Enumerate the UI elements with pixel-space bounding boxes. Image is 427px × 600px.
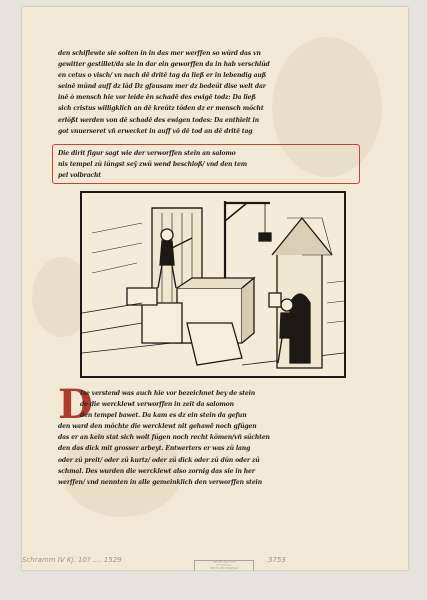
figure-caption-block (58, 148, 353, 181)
top-text-block (58, 48, 353, 137)
pencil-annotation-left: Schramm IV Kj. 10? .... 1529 (22, 556, 122, 564)
text-line: seinē münd auff dz läd Dz gfausam mer dz bedeüt dise welt dar (58, 83, 266, 91)
text-line: den ward den möchte die wercklewt nit gehawē noch gfügen (58, 423, 257, 431)
text-line: inē ò mensch hie vor leide ēn schadē des ewigē todz: Da ließ (58, 94, 256, 102)
text-line: schmal. Des wurden die wercklewt also zornig das sie in her (58, 467, 255, 475)
text-line: gewitter gestillet/da sie in dar ein geworffen da in hab verschlüd (58, 61, 270, 69)
stamp-line: THE ART INSTITUTE (212, 561, 236, 564)
text-line: den schiflewte sie solten in in das mer werffen so würd das vn (58, 50, 261, 57)
woodcut-illustration (80, 191, 346, 378)
text-line: den tempel bawet. Da kam es dz ein stein da gefun (80, 412, 247, 420)
text-line: werffen/ vnd nennten in alle gemeinklich den verworffen stein (58, 478, 262, 486)
woodcut-drawing (82, 193, 344, 376)
text-line: Ise verstend was auch hie vor bezeichnet bey de stein (80, 390, 256, 397)
stamp-line: PRINTS AND DRAWINGS (209, 567, 239, 570)
rubric-initial: D (58, 381, 93, 428)
text-line: das er an kein stat sich wolt fügen noch recht kömen/vñ süchten (58, 434, 270, 442)
text-line: erlößt werden von dē schadē des ewigen todes: Da enthielt in (58, 116, 259, 124)
stamp-line: OF CHICAGO (216, 564, 232, 567)
text-line: got vnuerseret vñ erwecket in auff vō dē tod an dē dritē tag (58, 127, 253, 135)
bottom-text-block (58, 388, 353, 488)
print-sheet (22, 7, 408, 570)
caption-line: pel volbracht (58, 172, 101, 180)
text-line: sich cristus willigklich an dē kreütz töden dz er mensch möcht (58, 105, 264, 113)
text-line: en cetus o visch/ vn nach dē dritē tag da ließ er in lebendig auß (58, 72, 267, 80)
pencil-annotation-right: 3753 (268, 556, 286, 564)
caption-line: nis tempel zü iüngst seÿ zwü wend beschloß/ vnd den tem (58, 161, 247, 169)
text-line: de die wercklewt verworffen in zeit da salomon (80, 401, 234, 409)
text-line: den das dick mit grosser arbeyt. Entwerters er was zü lang (58, 445, 251, 453)
caption-line: Die dirit figur sagt wie der verworffen stein an salomo (58, 150, 236, 157)
collection-stamp (194, 560, 254, 570)
text-line: oder zü preit/ oder zü kurtz/ oder zü dick oder zü dün oder zü (58, 456, 260, 464)
